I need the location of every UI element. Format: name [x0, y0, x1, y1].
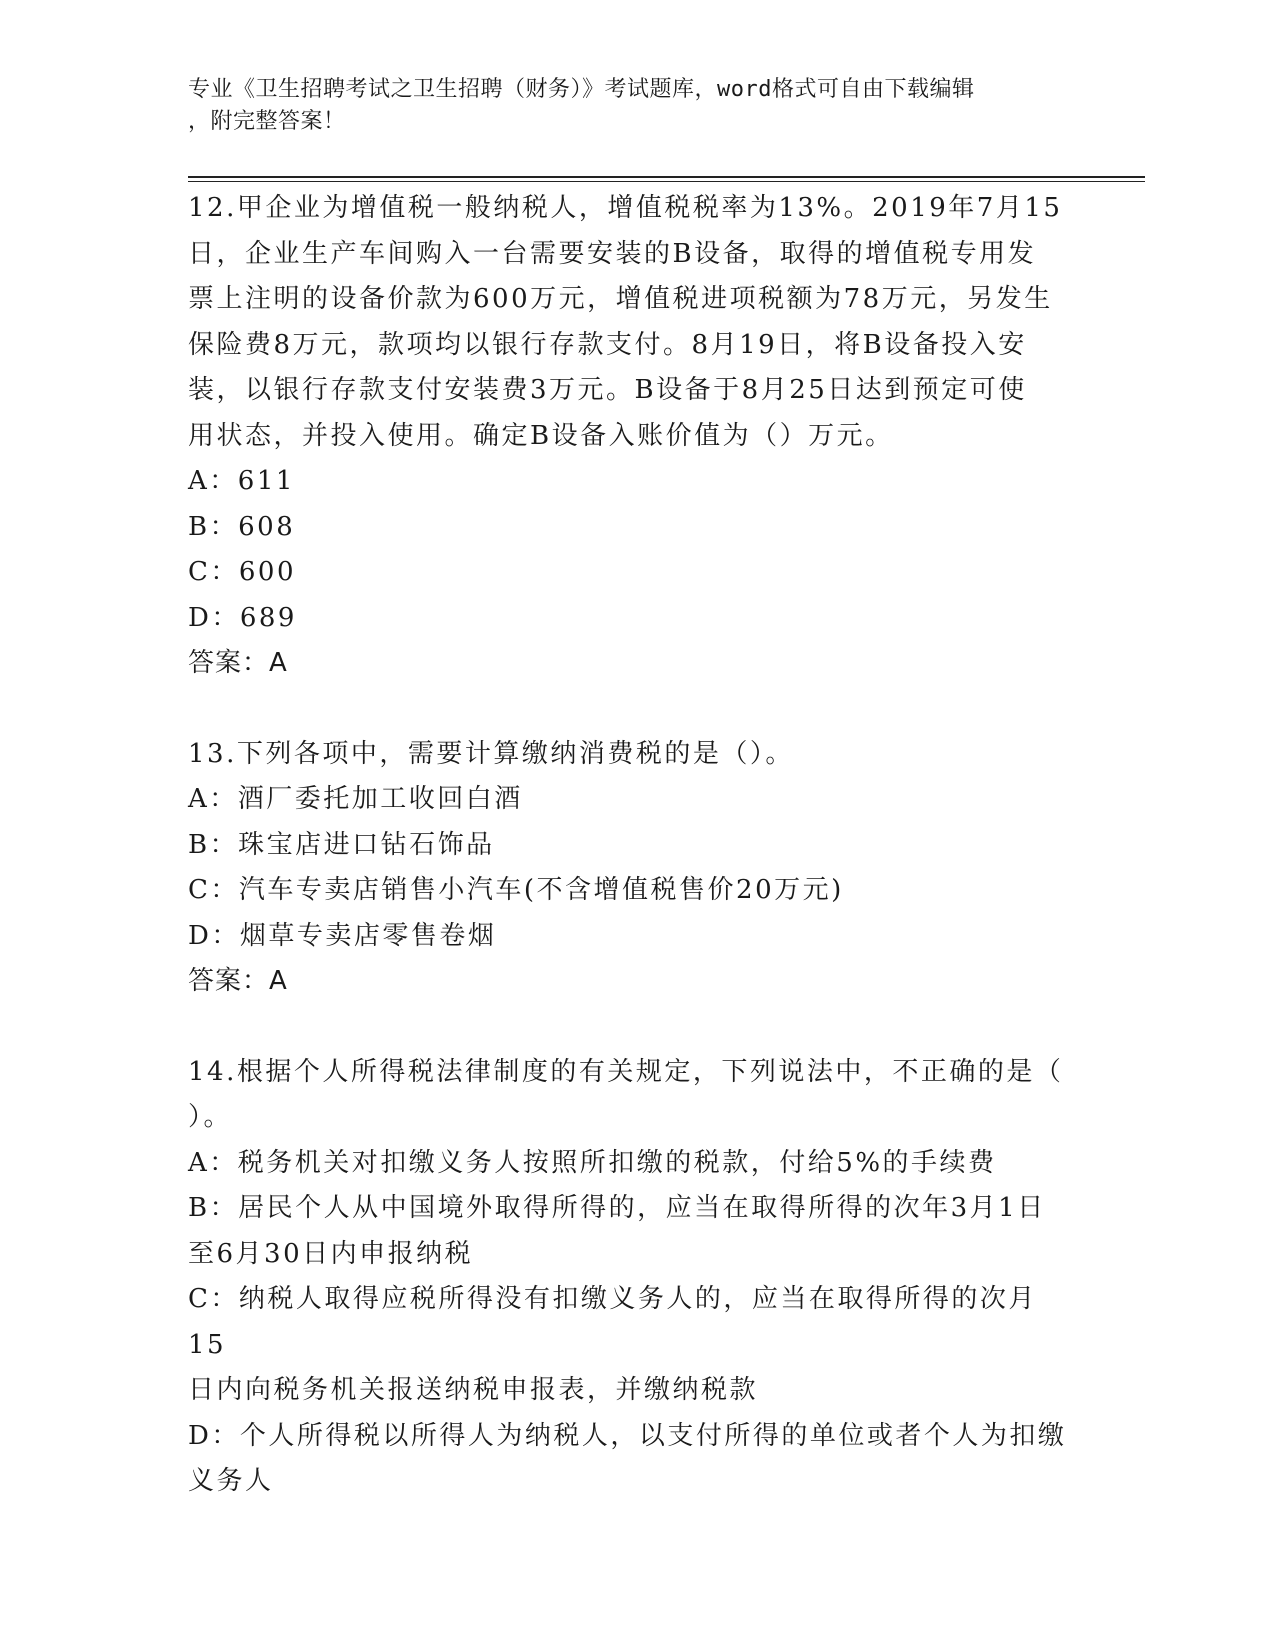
option-line: 日内向税务机关报送纳税申报表，并缴纳税款 — [188, 1375, 759, 1405]
option-b: B：珠宝店进口钻石饰品 — [188, 829, 495, 860]
question-stem — [188, 1050, 1068, 1141]
option-line: 义务人 — [188, 1466, 274, 1496]
document-header — [188, 74, 1068, 138]
stem-line: 票上注明的设备价款为600万元，增值税进项税额为78万元，另发生 — [188, 284, 1053, 314]
option-d — [188, 1414, 1068, 1505]
option-c: C：600 — [188, 557, 297, 587]
option-c: C：汽车专卖店销售小汽车(不含增值税售价20万元) — [188, 875, 844, 905]
question-12 — [188, 186, 1068, 687]
option-b — [188, 1186, 1068, 1277]
option-a: A：611 — [188, 466, 295, 496]
option-line: 至6月30日内申报纳税 — [188, 1238, 474, 1269]
stem-line: 14.根据个人所得税法律制度的有关规定，下列说法中，不正确的是（ — [188, 1056, 1064, 1087]
stem-line: ）。 — [188, 1102, 233, 1132]
option-d: D：689 — [188, 602, 297, 633]
question-13 — [188, 732, 1068, 1005]
stem-line: 保险费8万元，款项均以银行存款支付。8月19日，将B设备投入安 — [188, 329, 1027, 360]
option-b: B：608 — [188, 511, 296, 542]
header-line-1: 专业《卫生招聘考试之卫生招聘（财务）》考试题库，word格式可自由下载编辑 — [188, 77, 975, 102]
header-rule-thin — [188, 181, 1145, 182]
question-list — [188, 186, 1068, 1505]
option-d: D：烟草专卖店零售卷烟 — [188, 920, 497, 951]
stem-line: 13.下列各项中，需要计算缴纳消费税的是（）。 — [188, 738, 794, 769]
header-rule-thick — [188, 176, 1145, 178]
answer: 答案：A — [188, 966, 288, 996]
question-stem — [188, 186, 1068, 459]
stem-line: 装，以银行存款支付安装费3万元。B设备于8月25日达到预定可使 — [188, 375, 1027, 405]
stem-line: 12.甲企业为增值税一般纳税人，增值税税率为13%。2019年7月15 — [188, 193, 1063, 223]
option-line: A：税务机关对扣缴义务人按照所扣缴的税款，付给5%的手续费 — [188, 1147, 997, 1178]
option-line: D：个人所得税以所得人为纳税人，以支付所得的单位或者个人为扣缴 — [188, 1420, 1067, 1451]
header-line-2: ，附完整答案！ — [188, 109, 346, 134]
question-14 — [188, 1050, 1068, 1505]
question-stem — [188, 732, 1068, 778]
stem-line: 用状态，并投入使用。确定B设备入账价值为（）万元。 — [188, 420, 894, 451]
option-a: A：酒厂委托加工收回白酒 — [188, 784, 523, 814]
stem-line: 日，企业生产车间购入一台需要安装的B设备，取得的增值税专用发 — [188, 238, 1037, 269]
question-spacer — [188, 687, 1068, 732]
option-line: C：纳税人取得应税所得没有扣缴义务人的，应当在取得所得的次月15 — [188, 1284, 1037, 1360]
option-a — [188, 1141, 1068, 1187]
option-c — [188, 1277, 1068, 1414]
option-line: B：居民个人从中国境外取得所得的，应当在取得所得的次年3月1日 — [188, 1193, 1046, 1223]
answer: 答案：A — [188, 648, 288, 678]
question-spacer — [188, 1005, 1068, 1050]
